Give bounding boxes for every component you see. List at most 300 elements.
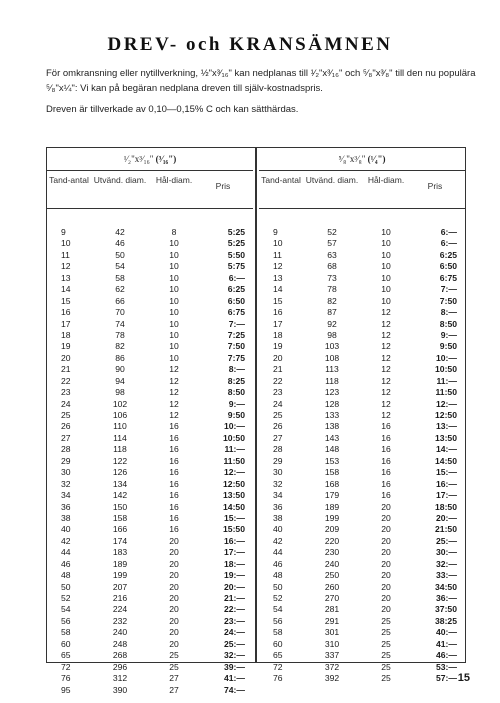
cell-utvand-diam: 138 <box>324 421 340 432</box>
table-row <box>47 456 253 467</box>
cell-pris: 7:— <box>440 284 457 295</box>
cell-utvand-diam: 199 <box>112 570 128 581</box>
cell-pris: 8:50 <box>227 387 245 398</box>
cell-pris: 41:— <box>223 673 245 684</box>
cell-tandantal: 58 <box>273 627 283 638</box>
cell-tandantal: 48 <box>273 570 283 581</box>
cell-tandantal: 9 <box>273 227 278 237</box>
col-header-hal-diam: Hål-diam. <box>367 175 405 185</box>
cell-utvand-diam: 312 <box>112 673 128 684</box>
cell-utvand-diam: 118 <box>113 444 127 455</box>
table-row <box>47 273 253 284</box>
table-row <box>259 650 465 661</box>
cell-pris: 5:50 <box>227 249 245 260</box>
table-row <box>259 456 465 467</box>
cell-hal-diam: 20 <box>381 581 391 592</box>
table-row <box>47 250 253 261</box>
cell-hal-diam: 20 <box>381 570 391 581</box>
cell-pris: 16:— <box>435 478 457 489</box>
table-row <box>47 261 253 272</box>
left-size-main: ¹⁄₂"x³⁄₁₆" <box>123 154 154 164</box>
table-row <box>259 238 465 249</box>
table-row <box>259 582 465 593</box>
intro-paragraph-2: Dreven är tillverkade av 0,10—0,15% C och kan sätthärdas. <box>46 104 299 115</box>
cell-hal-diam: 25 <box>381 638 391 649</box>
table-row <box>259 604 465 615</box>
table-row <box>259 627 465 638</box>
table-row <box>47 421 253 432</box>
cell-tandantal: 65 <box>273 650 283 661</box>
table-row <box>47 319 253 330</box>
cell-utvand-diam: 158 <box>112 512 128 523</box>
cell-tandantal: 44 <box>273 547 283 558</box>
cell-pris: 16:— <box>223 535 245 546</box>
cell-pris: 33:— <box>435 570 457 581</box>
cell-hal-diam: 16 <box>381 478 391 489</box>
cell-tandantal: 11 <box>273 249 282 260</box>
cell-hal-diam: 10 <box>169 318 179 329</box>
cell-pris: 21:50 <box>435 524 457 535</box>
cell-pris: 7:50 <box>227 341 245 352</box>
cell-hal-diam: 12 <box>381 352 391 363</box>
cell-utvand-diam: 118 <box>325 375 339 386</box>
cell-tandantal: 30 <box>61 467 71 478</box>
cell-hal-diam: 12 <box>169 364 179 375</box>
cell-hal-diam: 10 <box>169 284 179 295</box>
table-row <box>259 559 465 570</box>
cell-utvand-diam: 209 <box>324 524 340 535</box>
cell-utvand-diam: 301 <box>324 627 340 638</box>
cell-hal-diam: 20 <box>169 638 179 649</box>
col-header-hal-diam: Hål-diam. <box>155 175 193 185</box>
cell-pris: 32:— <box>223 650 245 661</box>
cell-utvand-diam: 142 <box>112 490 128 501</box>
cell-hal-diam: 20 <box>169 627 179 638</box>
cell-pris: 57:— <box>435 673 457 684</box>
cell-utvand-diam: 82 <box>115 341 125 352</box>
cell-tandantal: 26 <box>61 421 71 432</box>
table-row <box>47 559 253 570</box>
cell-utvand-diam: 158 <box>324 467 340 478</box>
cell-pris: 8:25 <box>227 375 245 386</box>
table-row <box>259 319 465 330</box>
table-row <box>259 502 465 513</box>
cell-hal-diam: 16 <box>381 432 391 443</box>
cell-utvand-diam: 153 <box>324 455 340 466</box>
cell-pris: 25:— <box>223 638 245 649</box>
cell-pris: 14:50 <box>435 455 457 466</box>
cell-hal-diam: 10 <box>169 329 179 340</box>
table-row <box>47 604 253 615</box>
cell-pris: 39:— <box>223 661 245 672</box>
cell-tandantal: 17 <box>273 318 283 329</box>
table-row <box>47 650 253 661</box>
cell-hal-diam: 12 <box>381 307 391 318</box>
cell-utvand-diam: 134 <box>112 478 128 489</box>
cell-hal-diam: 20 <box>381 558 391 569</box>
cell-tandantal: 11 <box>61 249 70 260</box>
cell-hal-diam: 10 <box>169 272 179 283</box>
cell-pris: 5:25 <box>227 227 245 237</box>
cell-tandantal: 52 <box>61 593 71 603</box>
cell-utvand-diam: 110 <box>113 421 127 432</box>
cell-tandantal: 50 <box>61 581 71 592</box>
cell-hal-diam: 20 <box>169 570 179 581</box>
cell-tandantal: 12 <box>61 261 71 272</box>
cell-hal-diam: 12 <box>381 387 391 398</box>
cell-hal-diam: 27 <box>169 684 179 695</box>
cell-pris: 11:— <box>436 375 457 386</box>
cell-pris: 53:— <box>435 661 457 672</box>
cell-pris: 24:— <box>223 627 245 638</box>
cell-utvand-diam: 78 <box>327 284 337 295</box>
cell-pris: 74:— <box>223 684 245 695</box>
cell-hal-diam: 25 <box>381 673 391 684</box>
table-row <box>259 444 465 455</box>
left-size-sub: (³⁄₁₆") <box>155 154 177 164</box>
cell-hal-diam: 16 <box>169 444 179 455</box>
table-row <box>259 570 465 581</box>
cell-utvand-diam: 63 <box>327 249 337 260</box>
table-row <box>259 353 465 364</box>
cell-hal-diam: 10 <box>381 284 391 295</box>
table-row <box>47 582 253 593</box>
cell-tandantal: 16 <box>273 307 283 318</box>
cell-tandantal: 36 <box>61 501 71 512</box>
cell-utvand-diam: 106 <box>112 410 128 420</box>
cell-tandantal: 56 <box>61 615 71 626</box>
table-row <box>259 261 465 272</box>
cell-tandantal: 13 <box>273 272 283 283</box>
cell-utvand-diam: 392 <box>324 673 340 684</box>
cell-pris: 6:— <box>228 272 245 283</box>
cell-tandantal: 16 <box>61 307 71 318</box>
table-row <box>47 410 253 421</box>
table-row <box>259 364 465 375</box>
cell-utvand-diam: 86 <box>115 352 125 363</box>
cell-pris: 13:50 <box>223 490 245 501</box>
cell-tandantal: 56 <box>273 615 283 626</box>
page-number: 15 <box>457 672 470 684</box>
cell-pris: 12:— <box>435 398 457 409</box>
cell-tandantal: 72 <box>273 661 283 672</box>
cell-hal-diam: 20 <box>381 604 391 615</box>
table-row <box>47 227 253 238</box>
cell-hal-diam: 12 <box>169 410 179 420</box>
cell-tandantal: 38 <box>273 512 283 523</box>
cell-pris: 6:25 <box>439 249 457 260</box>
cell-hal-diam: 20 <box>381 547 391 558</box>
cell-utvand-diam: 82 <box>327 295 337 306</box>
cell-tandantal: 9 <box>61 227 66 237</box>
cell-utvand-diam: 268 <box>112 650 128 661</box>
cell-pris: 9:50 <box>439 341 457 352</box>
table-row <box>259 387 465 398</box>
cell-hal-diam: 25 <box>169 650 179 661</box>
table-divider <box>255 148 257 662</box>
table-row <box>259 410 465 421</box>
right-size-sub: (¹⁄₄") <box>367 154 386 164</box>
cell-pris: 10:50 <box>223 432 245 443</box>
cell-tandantal: 29 <box>273 455 283 466</box>
cell-pris: 6:75 <box>227 307 245 318</box>
cell-tandantal: 38 <box>61 512 71 523</box>
cell-hal-diam: 12 <box>169 375 179 386</box>
cell-hal-diam: 20 <box>169 615 179 626</box>
cell-pris: 8:— <box>440 307 457 318</box>
cell-hal-diam: 16 <box>381 467 391 478</box>
cell-utvand-diam: 166 <box>112 524 128 535</box>
table-row <box>47 685 253 696</box>
cell-hal-diam: 10 <box>169 295 179 306</box>
cell-pris: 40:— <box>435 627 457 638</box>
cell-utvand-diam: 232 <box>112 615 128 626</box>
cell-pris: 36:— <box>435 593 457 603</box>
cell-utvand-diam: 224 <box>112 604 128 615</box>
cell-tandantal: 24 <box>273 398 283 409</box>
table-row <box>47 330 253 341</box>
cell-utvand-diam: 103 <box>324 341 340 352</box>
cell-hal-diam: 20 <box>169 547 179 558</box>
cell-tandantal: 52 <box>273 593 283 603</box>
cell-pris: 9:— <box>440 329 457 340</box>
table-row <box>259 284 465 295</box>
cell-hal-diam: 10 <box>381 261 391 272</box>
cell-utvand-diam: 220 <box>324 535 340 546</box>
table-row <box>47 444 253 455</box>
cell-hal-diam: 16 <box>169 501 179 512</box>
cell-pris: 6:75 <box>439 272 457 283</box>
cell-hal-diam: 10 <box>169 341 179 352</box>
table-row <box>47 238 253 249</box>
intro-paragraph-1: För omkransning eller nytillverkning, ½"x³⁄₁₆" kan nedplanas till ¹⁄₂"x³⁄₁₆" och ⁵⁄₈"x³⁄₈" till den nu populära ⁵⁄₈"x¼": Vi kan på begäran nedplana dreven till själv-kostnadspris. <box>46 68 476 94</box>
cell-tandantal: 46 <box>61 558 71 569</box>
table-row <box>47 467 253 478</box>
cell-pris: 18:50 <box>435 501 457 512</box>
cell-hal-diam: 10 <box>381 272 391 283</box>
table-row <box>259 250 465 261</box>
table-row <box>47 536 253 547</box>
cell-pris: 25:— <box>435 535 457 546</box>
col-header-utvand-diam: Utvänd. diam. <box>305 175 359 185</box>
cell-pris: 22:— <box>223 604 245 615</box>
cell-utvand-diam: 52 <box>327 227 337 237</box>
cell-pris: 6:50 <box>227 295 245 306</box>
cell-utvand-diam: 123 <box>324 387 340 398</box>
col-header-tandantal: Tand-antal <box>261 175 301 185</box>
cell-tandantal: 95 <box>61 684 71 695</box>
cell-hal-diam: 25 <box>381 650 391 661</box>
cell-hal-diam: 27 <box>169 673 179 684</box>
table-row <box>47 524 253 535</box>
cell-hal-diam: 16 <box>169 478 179 489</box>
cell-tandantal: 72 <box>61 661 71 672</box>
cell-hal-diam: 16 <box>381 455 391 466</box>
right-rows <box>259 209 465 685</box>
cell-pris: 10:— <box>435 352 457 363</box>
cell-utvand-diam: 122 <box>112 455 128 466</box>
cell-pris: 6:50 <box>439 261 457 272</box>
cell-tandantal: 21 <box>61 364 71 375</box>
cell-pris: 13:50 <box>435 432 457 443</box>
col-header-pris: Pris <box>427 181 443 191</box>
cell-utvand-diam: 50 <box>115 249 125 260</box>
table-row <box>259 227 465 238</box>
cell-pris: 21:— <box>223 593 245 603</box>
cell-hal-diam: 8 <box>171 227 177 237</box>
cell-tandantal: 26 <box>273 421 283 432</box>
cell-pris: 7:— <box>228 318 245 329</box>
table-row <box>259 536 465 547</box>
cell-utvand-diam: 270 <box>324 593 340 603</box>
cell-utvand-diam: 240 <box>112 627 128 638</box>
cell-utvand-diam: 114 <box>113 432 127 443</box>
cell-pris: 10:— <box>223 421 245 432</box>
cell-hal-diam: 20 <box>381 593 391 603</box>
table-row <box>47 399 253 410</box>
cell-utvand-diam: 94 <box>115 375 125 386</box>
cell-utvand-diam: 73 <box>327 272 337 283</box>
cell-hal-diam: 12 <box>381 364 391 375</box>
cell-hal-diam: 20 <box>169 593 179 603</box>
cell-hal-diam: 16 <box>169 524 179 535</box>
table-row <box>259 547 465 558</box>
cell-pris: 34:50 <box>435 581 457 592</box>
cell-tandantal: 25 <box>61 410 71 420</box>
cell-pris: 9:50 <box>227 410 245 420</box>
cell-utvand-diam: 126 <box>112 467 128 478</box>
col-header-tandantal: Tand-antal <box>49 175 89 185</box>
table-row <box>47 364 253 375</box>
cell-tandantal: 19 <box>273 341 283 352</box>
cell-hal-diam: 12 <box>169 398 179 409</box>
table-row <box>47 513 253 524</box>
left-size-header <box>47 148 253 171</box>
cell-utvand-diam: 42 <box>115 227 125 237</box>
cell-tandantal: 48 <box>61 570 71 581</box>
cell-utvand-diam: 150 <box>112 501 128 512</box>
cell-tandantal: 34 <box>273 490 283 501</box>
cell-hal-diam: 10 <box>169 307 179 318</box>
left-rows <box>47 209 253 696</box>
table-row <box>47 570 253 581</box>
cell-utvand-diam: 90 <box>115 364 125 375</box>
cell-hal-diam: 16 <box>381 490 391 501</box>
cell-hal-diam: 10 <box>381 295 391 306</box>
cell-utvand-diam: 248 <box>112 638 128 649</box>
cell-hal-diam: 10 <box>381 238 391 249</box>
cell-utvand-diam: 143 <box>324 432 340 443</box>
cell-hal-diam: 10 <box>381 227 391 237</box>
table-row <box>259 616 465 627</box>
cell-pris: 37:50 <box>435 604 457 615</box>
cell-tandantal: 30 <box>273 467 283 478</box>
cell-hal-diam: 16 <box>169 490 179 501</box>
cell-pris: 7:25 <box>227 329 245 340</box>
table-row <box>259 513 465 524</box>
table-row <box>47 284 253 295</box>
cell-utvand-diam: 281 <box>324 604 340 615</box>
table-row <box>259 399 465 410</box>
cell-hal-diam: 12 <box>381 398 391 409</box>
cell-hal-diam: 25 <box>169 661 179 672</box>
cell-hal-diam: 25 <box>381 615 391 626</box>
cell-tandantal: 65 <box>61 650 71 661</box>
col-header-utvand-diam: Utvänd. diam. <box>93 175 147 185</box>
cell-tandantal: 20 <box>273 352 283 363</box>
cell-tandantal: 54 <box>61 604 71 615</box>
cell-hal-diam: 20 <box>381 501 391 512</box>
cell-tandantal: 76 <box>61 673 71 684</box>
cell-utvand-diam: 78 <box>115 329 125 340</box>
cell-hal-diam: 20 <box>169 535 179 546</box>
cell-tandantal: 58 <box>61 627 71 638</box>
table-left-half <box>47 148 253 696</box>
table-row <box>259 662 465 673</box>
cell-pris: 7:75 <box>227 352 245 363</box>
cell-utvand-diam: 133 <box>324 410 340 420</box>
table-row <box>259 376 465 387</box>
cell-utvand-diam: 189 <box>324 501 340 512</box>
price-table <box>46 147 466 695</box>
cell-hal-diam: 16 <box>169 432 179 443</box>
cell-tandantal: 25 <box>273 410 283 420</box>
cell-hal-diam: 16 <box>169 455 179 466</box>
cell-hal-diam: 10 <box>169 261 179 272</box>
cell-utvand-diam: 58 <box>115 272 125 283</box>
cell-hal-diam: 16 <box>169 512 179 523</box>
cell-pris: 11:— <box>224 444 245 455</box>
cell-hal-diam: 12 <box>381 318 391 329</box>
cell-tandantal: 44 <box>61 547 71 558</box>
cell-hal-diam: 12 <box>169 387 179 398</box>
cell-tandantal: 22 <box>273 375 283 386</box>
cell-tandantal: 50 <box>273 581 283 592</box>
table-row <box>47 479 253 490</box>
cell-tandantal: 27 <box>273 432 283 443</box>
right-size-header <box>259 148 465 171</box>
cell-utvand-diam: 70 <box>115 307 125 318</box>
cell-tandantal: 23 <box>273 387 283 398</box>
table-row <box>47 547 253 558</box>
table-row <box>47 502 253 513</box>
cell-pris: 15:— <box>435 467 457 478</box>
cell-utvand-diam: 372 <box>324 661 340 672</box>
cell-utvand-diam: 87 <box>327 307 337 318</box>
cell-pris: 12:— <box>223 467 245 478</box>
cell-hal-diam: 16 <box>381 421 391 432</box>
cell-pris: 11:50 <box>223 455 245 466</box>
cell-utvand-diam: 62 <box>115 284 125 295</box>
table-row <box>259 490 465 501</box>
cell-pris: 14:— <box>435 444 457 455</box>
cell-tandantal: 18 <box>273 329 283 340</box>
table-row <box>47 376 253 387</box>
table-row <box>259 273 465 284</box>
cell-utvand-diam: 68 <box>327 261 337 272</box>
cell-tandantal: 76 <box>273 673 283 684</box>
table-row <box>47 627 253 638</box>
table-row <box>259 330 465 341</box>
table-row <box>47 387 253 398</box>
cell-utvand-diam: 296 <box>112 661 128 672</box>
table-row <box>259 341 465 352</box>
cell-tandantal: 20 <box>61 352 71 363</box>
cell-tandantal: 42 <box>273 535 283 546</box>
cell-tandantal: 10 <box>61 238 71 249</box>
cell-tandantal: 40 <box>273 524 283 535</box>
left-column-headers <box>47 171 253 209</box>
